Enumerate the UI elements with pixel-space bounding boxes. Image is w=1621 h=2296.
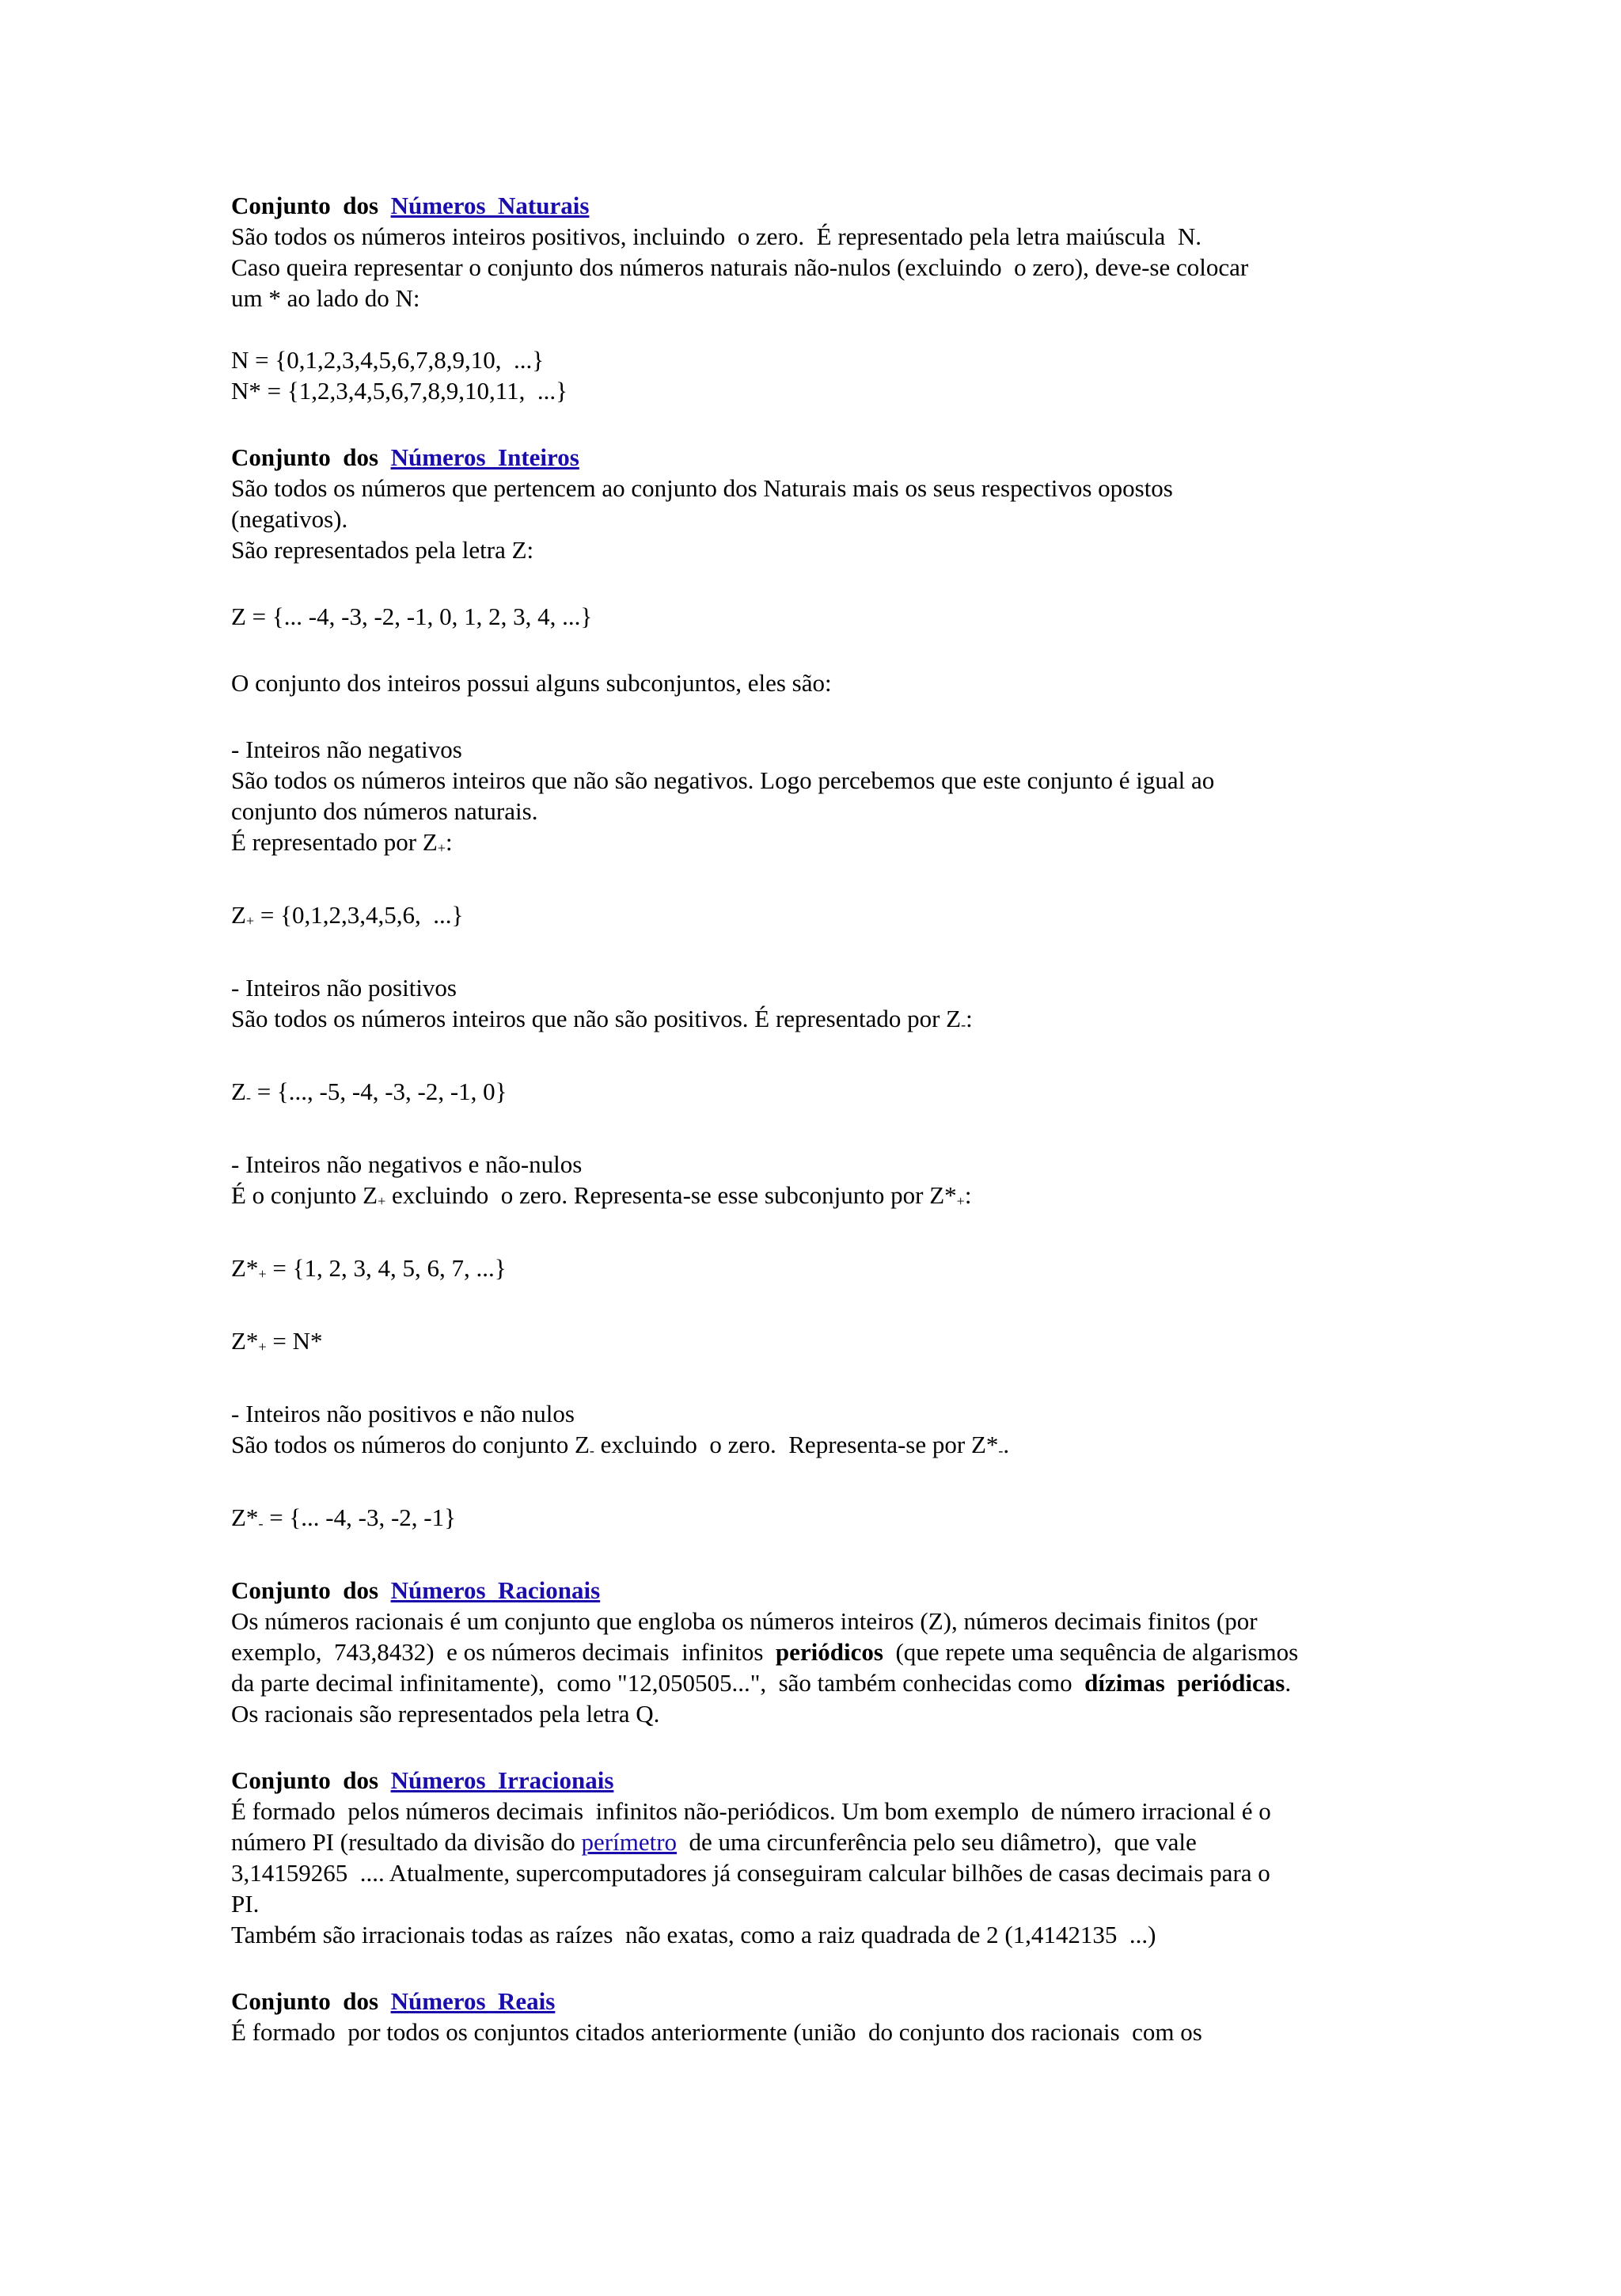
set-z-minus — [231, 1076, 1403, 1113]
paragraph-line — [231, 1180, 1403, 1217]
text: (que repete uma sequência de algarismos — [883, 1638, 1299, 1666]
subscript: - — [961, 1017, 966, 1032]
subscript: - — [245, 1089, 251, 1105]
link-numeros-racionais[interactable]: Números Racionais — [390, 1576, 601, 1604]
paragraph-line: Os números racionais é um conjunto que engloba os números inteiros (Z), números decimais finitos (por — [231, 1607, 1258, 1635]
text: Z* — [231, 1503, 259, 1531]
text: São todos os números do conjunto Z — [231, 1431, 590, 1458]
paragraph-line: PI. — [231, 1890, 260, 1918]
subscript: + — [258, 1266, 267, 1282]
heading-text: Conjunto dos — [231, 443, 391, 471]
text: : — [445, 828, 453, 856]
set-n: N = {0,1,2,3,4,5,6,7,8,9,10, ...} — [231, 346, 545, 374]
subscript: + — [258, 1339, 267, 1355]
eq-z-star-plus — [231, 1325, 1403, 1363]
paragraph-line: São todos os números inteiros positivos, incluindo o zero. É representado pela letra maiúscula N. — [231, 222, 1202, 250]
heading-irracionais — [231, 1765, 1403, 1796]
heading-text: Conjunto dos — [231, 1576, 391, 1604]
paragraph-line: Os racionais são representados pela letra Q. — [231, 1700, 660, 1728]
text: excluindo o zero. Representa-se por Z* — [594, 1431, 999, 1458]
link-numeros-irracionais[interactable]: Números Irracionais — [390, 1766, 614, 1794]
text: = {..., -5, -4, -3, -2, -1, 0} — [250, 1078, 507, 1105]
paragraph-line: 3,14159265 .... Atualmente, supercomputadores já conseguiram calcular bilhões de casas decimais para o — [231, 1859, 1270, 1887]
paragraph-line — [231, 827, 1403, 864]
text: É representado por Z — [231, 828, 438, 856]
text: número PI (resultado da divisão do — [231, 1828, 582, 1856]
text: São todos os números inteiros que não são positivos. É representado por Z — [231, 1005, 962, 1032]
document-body — [231, 190, 1403, 2047]
paragraph-line — [231, 1429, 1403, 1466]
paragraph-line — [231, 1667, 1403, 1698]
set-z-star-minus — [231, 1502, 1403, 1539]
heading-inteiros — [231, 442, 1403, 473]
heading-naturais — [231, 190, 1403, 221]
set-z-plus — [231, 899, 1403, 937]
bold-term: dízimas periódicas — [1084, 1669, 1285, 1697]
paragraph-line: Caso queira representar o conjunto dos números naturais não-nulos (excluindo o zero), deve-se colocar — [231, 253, 1249, 281]
subscript: + — [245, 913, 255, 929]
paragraph-line: É formado por todos os conjuntos citados anteriormente (união do conjunto dos racionais com os — [231, 2018, 1202, 2046]
text: . — [1285, 1669, 1292, 1697]
text: Z — [231, 901, 246, 929]
paragraph-line: É formado pelos números decimais infinitos não-periódicos. Um bom exemplo de número irracional é o — [231, 1797, 1271, 1825]
text: excluindo o zero. Representa-se esse subconjunto por Z* — [385, 1181, 957, 1209]
subscript: - — [998, 1443, 1004, 1458]
paragraph-line: Também são irracionais todas as raízes não exatas, como a raiz quadrada de 2 (1,4142135 ...) — [231, 1921, 1156, 1948]
text: = {1, 2, 3, 4, 5, 6, 7, ...} — [266, 1254, 507, 1282]
link-perimetro[interactable]: perímetro — [581, 1828, 678, 1856]
heading-text: Conjunto dos — [231, 192, 391, 219]
subset-title: - Inteiros não positivos e não nulos — [231, 1400, 575, 1427]
subscript: - — [258, 1515, 264, 1531]
paragraph-line — [231, 1636, 1403, 1667]
text: : — [964, 1181, 972, 1209]
heading-text: Conjunto dos — [231, 1766, 391, 1794]
subset-title: - Inteiros não negativos — [231, 736, 462, 763]
subscript: + — [956, 1193, 965, 1209]
subscript: + — [437, 840, 446, 856]
set-z-star-plus — [231, 1253, 1403, 1290]
text: da parte decimal infinitamente), como "12,050505...", são também conhecidas como — [231, 1669, 1085, 1697]
paragraph-line: um * ao lado do N: — [231, 284, 420, 312]
text: = {... -4, -3, -2, -1} — [263, 1503, 456, 1531]
paragraph-line: São todos os números inteiros que não são negativos. Logo percebemos que este conjunto é igual ao — [231, 766, 1215, 794]
paragraph-line — [231, 1003, 1403, 1040]
link-numeros-reais[interactable]: Números Reais — [390, 1987, 556, 2015]
set-n-star: N* = {1,2,3,4,5,6,7,8,9,10,11, ...} — [231, 377, 568, 405]
heading-racionais — [231, 1575, 1403, 1606]
paragraph-line: (negativos). — [231, 505, 348, 533]
paragraph-line: O conjunto dos inteiros possui alguns subconjuntos, eles são: — [231, 669, 832, 697]
text: Z* — [231, 1327, 259, 1355]
text: exemplo, 743,8432) e os números decimais infinitos — [231, 1638, 776, 1666]
text: = {0,1,2,3,4,5,6, ...} — [254, 901, 464, 929]
paragraph-line — [231, 1827, 1403, 1857]
subset-title: - Inteiros não positivos — [231, 974, 457, 1002]
heading-text: Conjunto dos — [231, 1987, 391, 2015]
text: Z* — [231, 1254, 259, 1282]
text: . — [1003, 1431, 1010, 1458]
set-z: Z = {... -4, -3, -2, -1, 0, 1, 2, 3, 4, ...} — [231, 603, 593, 630]
text: = N* — [266, 1327, 323, 1355]
paragraph-line: São todos os números que pertencem ao conjunto dos Naturais mais os seus respectivos opostos — [231, 474, 1173, 502]
text: É o conjunto Z — [231, 1181, 378, 1209]
text: : — [966, 1005, 973, 1032]
link-numeros-inteiros[interactable]: Números Inteiros — [390, 443, 579, 471]
subset-title: - Inteiros não negativos e não-nulos — [231, 1150, 583, 1178]
link-numeros-naturais[interactable]: Números Naturais — [390, 192, 590, 219]
paragraph-line: conjunto dos números naturais. — [231, 797, 538, 825]
bold-term: periódicos — [775, 1638, 883, 1666]
text: de uma circunferência pelo seu diâmetro), que vale — [677, 1828, 1197, 1856]
heading-reais — [231, 1986, 1403, 2017]
subscript: - — [589, 1443, 594, 1458]
subscript: + — [378, 1193, 386, 1209]
paragraph-line: São representados pela letra Z: — [231, 536, 534, 564]
text: Z — [231, 1078, 246, 1105]
